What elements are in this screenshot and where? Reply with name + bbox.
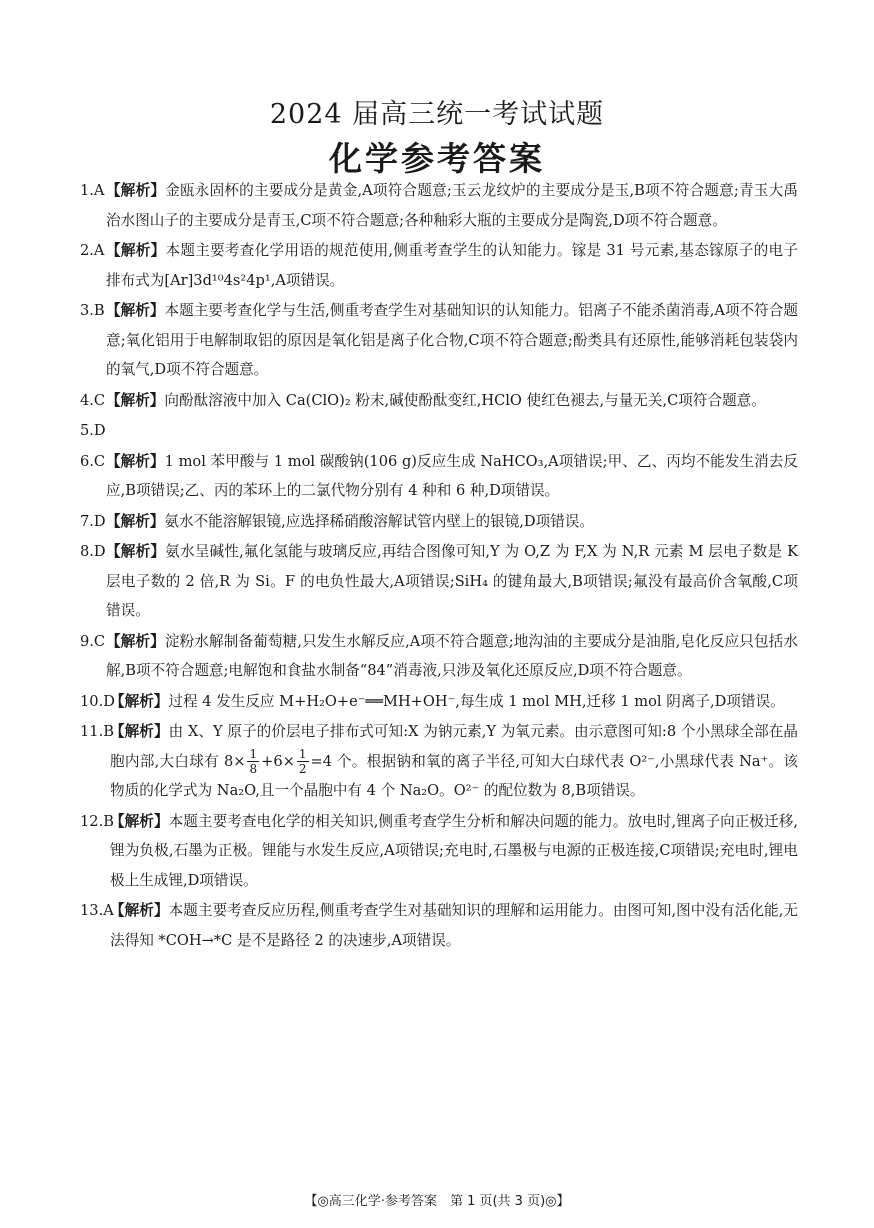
analysis-tag: 【解析】 <box>110 812 169 830</box>
answer-body <box>106 627 798 686</box>
answer-number: 4.C <box>80 391 106 409</box>
answer-item <box>80 507 798 537</box>
answer-body <box>106 416 798 446</box>
answer-number: 1.A <box>80 182 105 199</box>
answer-item <box>80 537 798 626</box>
answer-list <box>80 176 798 956</box>
answer-body <box>106 447 798 506</box>
answer-body <box>106 176 798 235</box>
answer-item <box>80 896 798 955</box>
analysis-text: 由 X、Y 原子的价层电子排布式可知:X 为钠元素,Y 为氧元素。由示意图可知:8 个小黑球全部在晶胞内部,大白球有 8× <box>110 723 798 770</box>
answer-item <box>80 176 798 235</box>
analysis-text: 本题主要考查反应历程,侧重考查学生对基础知识的理解和运用能力。由图可知,图中没有活化能,无法得知 *COH→*C 是不是路径 2 的决速步,A项错误。 <box>110 902 798 949</box>
analysis-tag: 【解析】 <box>110 692 169 710</box>
analysis-tag: 【解析】 <box>110 723 169 740</box>
fraction-numerator: 1 <box>298 747 307 761</box>
answer-body <box>106 236 798 295</box>
answer-number: 11.B <box>80 723 114 740</box>
answer-number: 8.D <box>80 543 106 560</box>
answer-item <box>80 687 798 717</box>
answer-number: 2.A <box>80 242 105 259</box>
analysis-text: =4 个。根据钠和氧的离子半径,可知大白球代表 O²⁻,小黑球代表 Na⁺。该物质的化学式为 Na₂O,且一个晶胞中有 4 个 Na₂O。O²⁻ 的配位数为 8,B项错误。 <box>110 752 798 799</box>
answer-number: 5.D <box>80 422 106 439</box>
analysis-text: 本题主要考查电化学的相关知识,侧重考查学生分析和解决问题的能力。放电时,锂离子向正极迁移,锂为负极,石墨为正极。锂能与水发生反应,A项错误;充电时,石墨极与电源的正极连接,C项错误;充电时,锂电极上生成锂,D项错误。 <box>110 812 798 889</box>
answer-item <box>80 447 798 506</box>
analysis-text: 氨水不能溶解银镜,应选择稀硝酸溶解试管内壁上的银镜,D项错误。 <box>164 512 594 530</box>
analysis-text: 氨水呈碱性,氟化氢能与玻璃反应,再结合图像可知,Y 为 O,Z 为 F,X 为 N,R 元素 M 层电子数是 K 层电子数的 2 倍,R 为 Si。F 的电负性最大,A项错误;SiH₄ 的键角最大,B项错误;氟没有最高价含氧酸,C项错误。 <box>106 543 798 619</box>
analysis-tag: 【解析】 <box>106 452 165 470</box>
analysis-tag: 【解析】 <box>106 391 165 409</box>
analysis-tag: 【解析】 <box>106 512 165 530</box>
answer-number: 6.C <box>80 452 106 470</box>
analysis-text: 淀粉水解制备葡萄糖,只发生水解反应,A项不符合题意;地沟油的主要成分是油脂,皂化反应只包括水解,B项不符合题意;电解饱和食盐水制备“84”消毒液,只涉及氧化还原反应,D项不符合题意。 <box>106 632 798 679</box>
answer-item <box>80 386 798 416</box>
answer-number: 10.D <box>80 692 115 710</box>
answer-body <box>106 507 798 537</box>
analysis-tag: 【解析】 <box>106 182 166 199</box>
answer-item <box>80 717 798 806</box>
analysis-tag: 【解析】 <box>110 902 169 919</box>
fraction-denominator: 8 <box>249 762 258 776</box>
analysis-tag: 【解析】 <box>106 543 166 560</box>
answer-item <box>80 416 798 446</box>
exam-title: 2024 届高三统一考试试题 <box>269 99 605 130</box>
answer-body <box>110 896 798 955</box>
answer-number: 3.B <box>80 302 105 319</box>
answer-item <box>80 296 798 385</box>
fraction-one-eighth <box>247 747 259 776</box>
answer-number: 12.B <box>80 812 114 830</box>
answer-item <box>80 807 798 896</box>
analysis-text: 本题主要考查化学用语的规范使用,侧重考查学生的认知能力。镓是 31 号元素,基态镓原子的电子排布式为[Ar]3d¹⁰4s²4p¹,A项错误。 <box>106 242 798 289</box>
analysis-text: +6× <box>261 752 295 770</box>
answer-body <box>110 717 798 806</box>
analysis-text: 金瓯永固杯的主要成分是黄金,A项符合题意;玉云龙纹炉的主要成分是玉,B项不符合题意;青玉大禹治水图山子的主要成分是青玉,C项不符合题意;各种釉彩大瓶的主要成分是陶瓷,D项不符合题意。 <box>106 182 798 229</box>
answer-number: 13.A <box>80 902 114 919</box>
analysis-tag: 【解析】 <box>106 302 165 319</box>
answer-body <box>110 807 798 896</box>
answer-body <box>106 296 798 385</box>
answer-number: 7.D <box>80 512 106 530</box>
answer-body <box>110 687 798 717</box>
analysis-text: 本题主要考查化学与生活,侧重考查学生对基础知识的认知能力。铝离子不能杀菌消毒,A项不符合题意;氧化铝用于电解制取铝的原因是氧化铝是离子化合物,C项不符合题意;酚类具有还原性,能够消耗包装袋内的氧气,D项不符合题意。 <box>106 302 798 378</box>
fraction-numerator: 1 <box>249 747 258 761</box>
answer-number: 9.C <box>80 632 106 650</box>
analysis-tag: 【解析】 <box>106 242 166 259</box>
fraction-denominator: 2 <box>298 762 307 776</box>
analysis-tag: 【解析】 <box>106 632 165 650</box>
answer-key-title: 化学参考答案 <box>329 139 545 178</box>
fraction-one-half <box>297 747 309 776</box>
answer-item <box>80 627 798 686</box>
analysis-text: 1 mol 苯甲酸与 1 mol 碳酸钠(106 g)反应生成 NaHCO₃,A项错误;甲、乙、丙均不能发生消去反应,B项错误;乙、丙的苯环上的二氯代物分别有 4 种和 6 种,D项错误。 <box>106 452 798 499</box>
answer-item <box>80 236 798 295</box>
answer-body <box>106 537 798 626</box>
analysis-text: 过程 4 发生反应 M+H₂O+e⁻══MH+OH⁻,每生成 1 mol MH,迁移 1 mol 阴离子,D项错误。 <box>168 692 785 710</box>
answer-body <box>106 386 798 416</box>
page-footer: 【◎高三化学·参考答案 第 1 页(共 3 页)◎】 <box>304 1194 570 1209</box>
analysis-text: 向酚酞溶液中加入 Ca(ClO)₂ 粉末,碱使酚酞变红,HClO 使红色褪去,与量无关,C项符合题意。 <box>164 391 766 409</box>
